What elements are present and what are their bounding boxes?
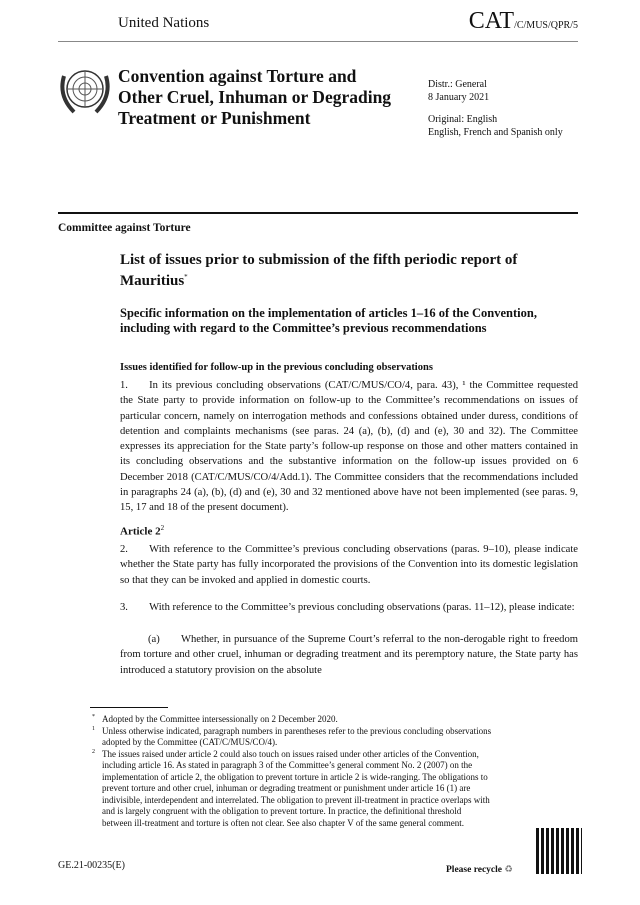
document-symbol	[469, 8, 578, 35]
heading-text: List of issues prior to submission of the fifth periodic report of Mauritius	[120, 252, 518, 289]
footnote-ref: 2	[160, 524, 165, 532]
section-heading: Issues identified for follow-up in the previous concluding observations	[120, 362, 433, 373]
footnote: * Adopted by the Committee intersessionally on 2 December 2020.	[92, 714, 338, 724]
committee-name: Committee against Torture	[58, 222, 191, 234]
convention-title: Convention against Torture and Other Cruel, Inhuman or Degrading Treatment or Punishment	[118, 66, 392, 128]
header-rule	[58, 41, 578, 42]
distr: Distr.: General	[428, 79, 487, 90]
distribution-block	[428, 78, 563, 139]
footnotes	[92, 714, 492, 829]
paragraph-2: 2. With reference to the Committee’s previous concluding observations (paras. 9–10), please indicate whether the State party has fully incorporated the provisions of the Convention into its domestic legislation so that they can be invoked and applied in domestic courts.	[120, 544, 578, 586]
un-emblem-icon	[56, 62, 114, 120]
languages: English, French and Spanish only	[428, 127, 563, 138]
symbol-main: CAT	[468, 8, 515, 34]
recycle-notice: Please recycle ♻	[446, 865, 513, 875]
paragraph-3: 3. With reference to the Committee’s previous concluding observations (paras. 11–12), please indicate:	[120, 602, 575, 613]
symbol-suffix: /C/MUS/QPR/5	[514, 20, 578, 31]
recycle-icon: ♻	[504, 865, 513, 875]
original-language: Original: English	[428, 114, 498, 125]
qr-code-icon	[536, 828, 582, 874]
footnote: 2 The issues raised under article 2 could also touch on issues raised under other articles of the Convention, including article 16. As stated in paragraph 3 of the Committee’s general comment No. 2 (2007) on the implementation of article 2, the obligation to prevent torture in article 2 is wide-ranging. The obligations to prevent torture and other cruel, inhuman or degrading treatment or punishment under article 16 (1) are indivisible, interdependent and interrelated. The obligation to prevent ill-treatment in practice overlaps with and is largely congruent with the obligation to prevent torture. In practice, the definitional threshold between ill-treatment and torture is often not clear. See also chapter V of the same general comment.	[92, 748, 490, 828]
subheading: Specific information on the implementation of articles 1–16 of the Convention, including with regard to the Committee’s previous recommendations	[120, 306, 537, 335]
article-text: Article 2	[120, 525, 161, 538]
article-heading	[120, 524, 164, 538]
footnote-ref: *	[184, 273, 188, 281]
footnote: 1 Unless otherwise indicated, paragraph numbers in parentheses refer to the previous concluding observations adopted by the Committee (CAT/C/MUS/CO/4).	[92, 725, 492, 747]
org-name: United Nations	[118, 15, 210, 31]
title-rule	[58, 212, 578, 214]
paragraph-3a: (a) Whether, in pursuance of the Supreme Court’s referral to the non-derogable right to freedom from torture and other cruel, inhuman or degrading treatment and its peremptory nature, the State party has introduced a statutory provision on the absolute	[120, 634, 578, 676]
date: 8 January 2021	[428, 92, 490, 103]
job-number: GE.21-00235(E)	[58, 860, 125, 871]
footnote-rule	[90, 707, 168, 708]
document-heading	[120, 252, 560, 290]
paragraph-1: 1. In its previous concluding observations (CAT/C/MUS/CO/4, para. 43), ¹ the Committee requested the State party to provide information on follow-up to the Committee’s recommendations on issues of particular concern, namely on interrogation methods and confessions obtained under duress, conditions of detention and complaints mechanisms (see paras. 24 (a), (b), (d) and (e), 30 and 32). The Committee expresses its appreciation for the State party’s follow-up response on those and other matters contained in its concluding observations and the substantive information on the follow-up issues provided on 6 December 2018 (CAT/C/MUS/CO/4/Add.1). The Committee considers that the recommendations included in paragraphs 24 (a), (b), (d) and (e), 30 and 32 mentioned above have not been implemented (see paras. 9, 15, 17 and 18 of the present document).	[120, 380, 578, 514]
